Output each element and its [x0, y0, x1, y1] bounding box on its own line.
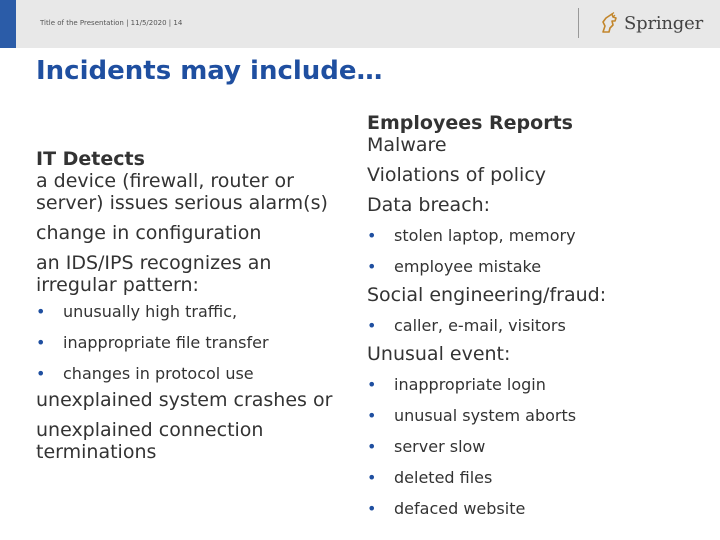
bullet-text: inappropriate file transfer [63, 333, 269, 352]
left-line: unexplained system crashes or [36, 389, 333, 411]
social-engineering-heading: Social engineering/fraud: [367, 284, 607, 306]
bullet-icon: • [367, 468, 377, 487]
list-item [367, 431, 707, 462]
bullet-icon: • [367, 437, 377, 456]
bullet-icon: • [367, 226, 377, 245]
left-line: irregular pattern: [36, 274, 199, 296]
list-item [36, 327, 346, 358]
list-item [367, 251, 707, 282]
bullet-text: changes in protocol use [63, 364, 254, 383]
bullet-icon: • [367, 499, 377, 518]
social-bullet-list [367, 310, 707, 341]
right-line: Malware [367, 134, 447, 156]
bullet-text: deleted files [394, 468, 493, 487]
slide-meta: Title of the Presentation | 11/5/2020 | 14 [40, 19, 183, 27]
left-line: unexplained connection [36, 419, 264, 441]
bullet-icon: • [367, 257, 377, 276]
list-item [367, 220, 707, 251]
list-item [367, 462, 707, 493]
bullet-text: stolen laptop, memory [394, 226, 576, 245]
bullet-text: defaced website [394, 499, 526, 518]
bullet-text: caller, e-mail, visitors [394, 316, 566, 335]
list-item [367, 310, 707, 341]
left-line: terminations [36, 441, 157, 463]
bullet-icon: • [367, 406, 377, 425]
list-item [36, 358, 346, 389]
pattern-bullet-list [36, 296, 346, 389]
list-item [367, 493, 707, 524]
left-line: server) issues serious alarm(s) [36, 192, 328, 214]
data-breach-bullet-list [367, 220, 707, 282]
bullet-text: unusual system aborts [394, 406, 577, 425]
springer-horse-icon [600, 12, 620, 34]
logo-text: Springer [624, 12, 703, 34]
bullet-icon: • [367, 316, 377, 335]
list-item [367, 369, 707, 400]
bullet-icon: • [36, 302, 46, 321]
right-column [367, 112, 707, 524]
left-line: change in configuration [36, 222, 262, 244]
list-item [367, 400, 707, 431]
unusual-bullet-list [367, 369, 707, 524]
bullet-text: inappropriate login [394, 375, 546, 394]
left-column [36, 148, 346, 463]
header-divider [578, 8, 579, 38]
unusual-event-heading: Unusual event: [367, 343, 511, 365]
bullet-text: employee mistake [394, 257, 542, 276]
bullet-icon: • [36, 333, 46, 352]
springer-logo [600, 10, 703, 36]
bullet-icon: • [36, 364, 46, 383]
left-line: a device (firewall, router or [36, 170, 294, 192]
it-detects-heading: IT Detects [36, 148, 145, 170]
bullet-text: server slow [394, 437, 486, 456]
list-item [36, 296, 346, 327]
bullet-icon: • [367, 375, 377, 394]
right-line: Data breach: [367, 194, 491, 216]
header-accent-bar [0, 0, 16, 48]
slide-header [0, 0, 720, 48]
left-line: an IDS/IPS recognizes an [36, 252, 272, 274]
slide-title: Incidents may include… [36, 56, 383, 86]
right-line: Violations of policy [367, 164, 547, 186]
bullet-text: unusually high traffic, [63, 302, 238, 321]
employees-reports-heading: Employees Reports [367, 112, 573, 134]
